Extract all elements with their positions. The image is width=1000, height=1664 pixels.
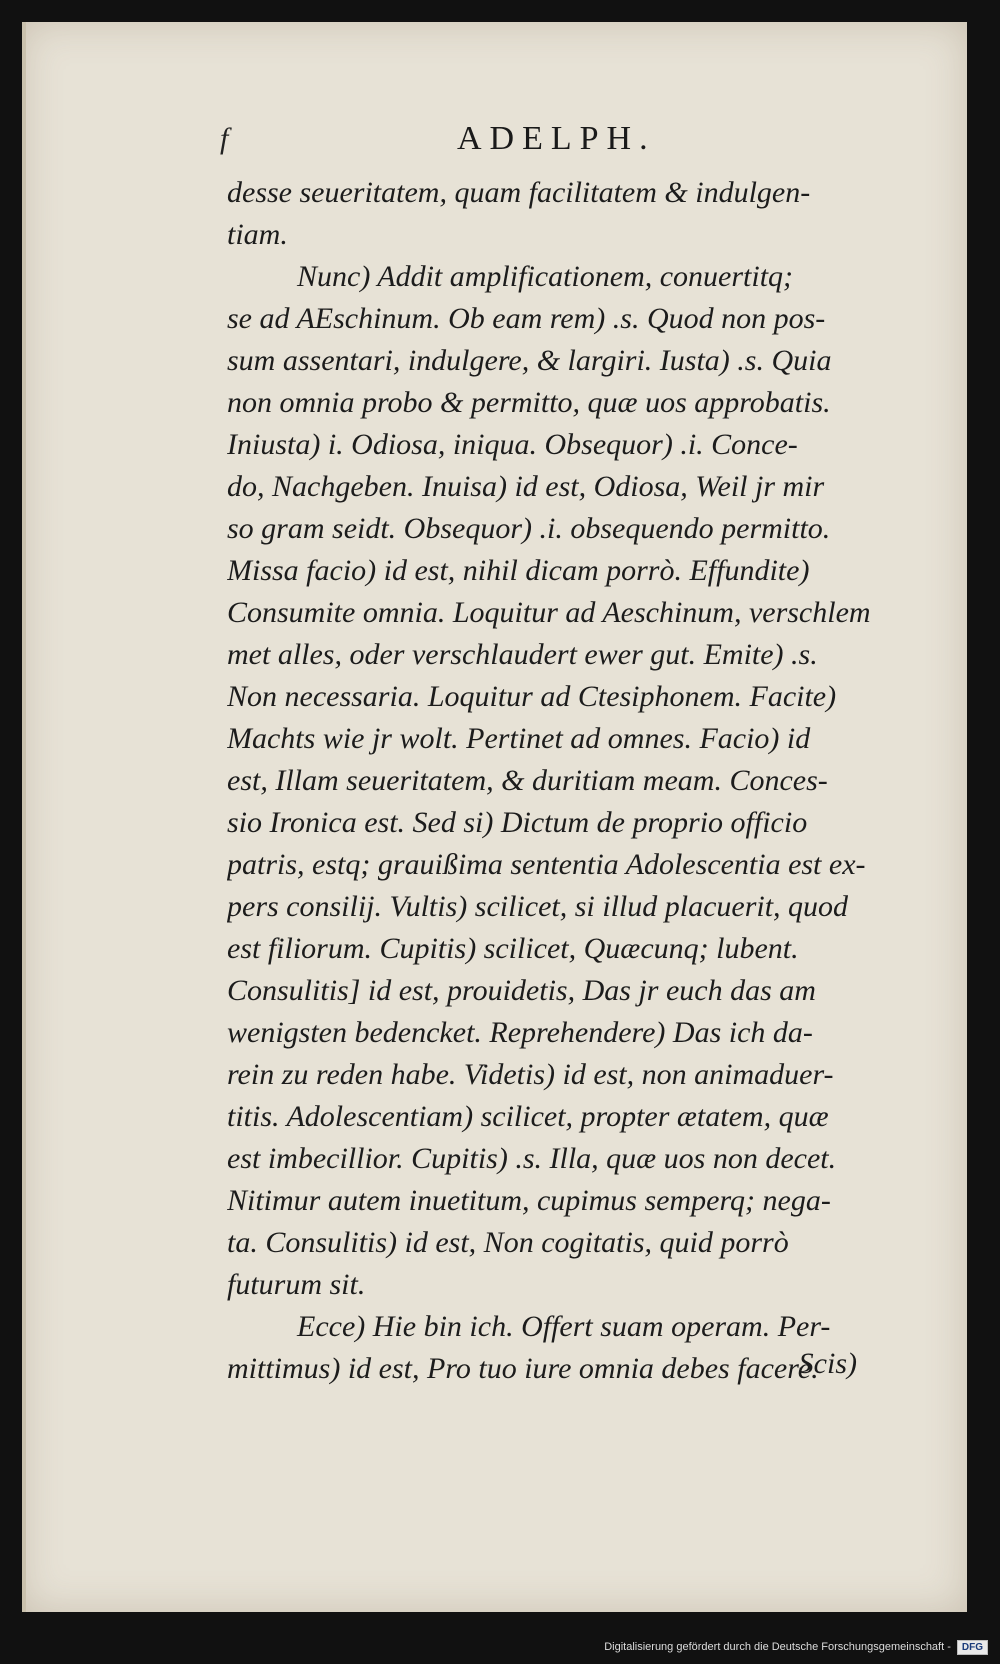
text-line: Missa facio) id est, nihil dicam porrò. Effundite): [227, 554, 810, 587]
dfg-logo-icon: DFG: [957, 1640, 988, 1655]
text-line: Iniusta) i. Odiosa, iniqua. Obsequor) .i. Conce-: [227, 428, 798, 461]
text-line: met alles, oder verschlaudert ewer gut. Emite) .s.: [227, 638, 818, 671]
text-line: Ecce) Hie bin ich. Offert suam operam. Per-: [297, 1310, 831, 1343]
text-line: est imbecillior. Cupitis) .s. Illa, quæ uos non decet.: [227, 1142, 837, 1175]
text-line: pers consilij. Vultis) scilicet, si illud placuerit, quod: [227, 890, 849, 923]
body-text: [227, 172, 927, 1390]
text-line: Nunc) Addit amplificationem, conuertitq;: [297, 260, 794, 293]
text-line: so gram seidt. Obsequor) .i. obsequendo permitto.: [227, 512, 831, 545]
text-line: patris, estq; grauißima sententia Adolescentia est ex-: [227, 848, 866, 881]
text-line: Nitimur autem inuetitum, cupimus semperq; nega-: [227, 1184, 831, 1217]
running-head: ADELPH.: [457, 120, 656, 157]
text-line: rein zu reden habe. Videtis) id est, non animaduer-: [227, 1058, 834, 1091]
text-line: Non necessaria. Loquitur ad Ctesiphonem. Facite): [227, 680, 837, 713]
text-line: ta. Consulitis) id est, Non cogitatis, quid porrò: [227, 1226, 789, 1259]
text-line: do, Nachgeben. Inuisa) id est, Odiosa, Weil jr mir: [227, 470, 825, 503]
page-edge: [22, 22, 26, 1612]
text-line: se ad AEschinum. Ob eam rem) .s. Quod non pos-: [227, 302, 826, 335]
book-page: [22, 22, 967, 1612]
text-line: est filiorum. Cupitis) scilicet, Quæcunq; lubent.: [227, 932, 799, 965]
text-line: Consulitis] id est, prouidetis, Das jr euch das am: [227, 974, 816, 1007]
catchword: Scis): [798, 1347, 857, 1380]
text-line: Consumite omnia. Loquitur ad Aeschinum, verschlem: [227, 596, 871, 629]
text-line: Machts wie jr wolt. Pertinet ad omnes. Facio) id: [227, 722, 811, 755]
folio-mark: f: [220, 122, 229, 155]
text-line: wenigsten bedencket. Reprehendere) Das ich da-: [227, 1016, 813, 1049]
text-line: sio Ironica est. Sed si) Dictum de proprio officio: [227, 806, 808, 839]
text-line: non omnia probo & permitto, quæ uos approbatis.: [227, 386, 831, 419]
digitization-credit: [604, 1636, 988, 1658]
text-line: desse seueritatem, quam facilitatem & indulgen-: [227, 176, 811, 209]
text-line: futurum sit.: [227, 1268, 366, 1301]
text-line: titis. Adolescentiam) scilicet, propter ætatem, quæ: [227, 1100, 829, 1133]
text-line: tiam.: [227, 218, 288, 251]
text-line: mittimus) id est, Pro tuo iure omnia debes facere.: [227, 1352, 819, 1385]
text-line: sum assentari, indulgere, & largiri. Iusta) .s. Quia: [227, 344, 832, 377]
credit-text: Digitalisierung gefördert durch die Deutsche Forschungsgemeinschaft -: [604, 1641, 951, 1653]
text-line: est, Illam seueritatem, & duritiam meam. Conces-: [227, 764, 828, 797]
